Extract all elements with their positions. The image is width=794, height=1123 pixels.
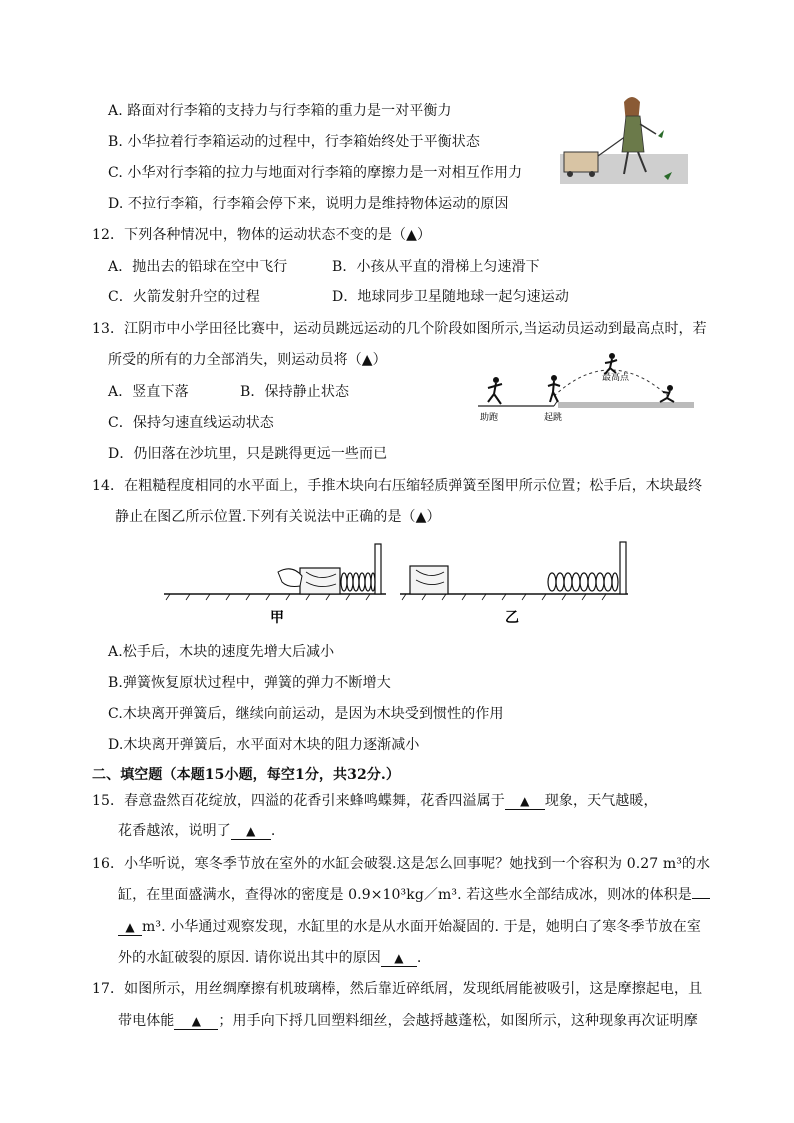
long-jump-diagram	[474, 350, 696, 426]
q16-text-d: .	[416, 950, 422, 966]
q12-option-d: D．地球同步卫星随地球一起匀速运动	[332, 289, 569, 305]
q16-line2	[118, 886, 710, 904]
q17-line2	[118, 1012, 698, 1030]
q14-option-c: C.木块离开弹簧后，继续向前运动，是因为木块受到惯性的作用	[108, 706, 504, 722]
q14-option-b: B.弹簧恢复原状过程中，弹簧的弹力不断增大	[108, 675, 391, 691]
q15-text-d: .	[270, 823, 276, 839]
q15-text-a: 15．春意盎然百花绽放，四溢的花香引来蜂鸣蝶舞，花香四溢属于	[92, 793, 505, 809]
q16-blank-1-start[interactable]	[692, 898, 710, 899]
q15-blank-1[interactable]	[505, 793, 545, 810]
q17-blank-1[interactable]	[174, 1013, 218, 1030]
q16-text-b: m³. 小华通过观察发现，水缸里的水是从水面开始凝固的. 于是，她明白了寒冬季节放在室	[142, 919, 701, 935]
answer-placeholder: ▲	[125, 920, 135, 934]
label-run-up: 助跑	[480, 413, 499, 423]
q14-option-d: D.木块离开弹簧后，水平面对木块的阻力逐渐减小	[108, 737, 420, 753]
q16-line4	[118, 949, 421, 967]
q16-line3	[118, 918, 701, 936]
q13-stem-line2: 所受的所有的力全部消失，则运动员将（▲）	[108, 352, 387, 368]
q11-option-c: C. 小华对行李箱的拉力与地面对行李箱的摩擦力是一对相互作用力	[108, 165, 523, 181]
q15-line1	[92, 792, 658, 810]
answer-placeholder: ▲	[520, 794, 530, 808]
q11-option-a: A. 路面对行李箱的支持力与行李箱的重力是一对平衡力	[108, 103, 452, 119]
q15-text-b: 现象，天气越暖，	[544, 793, 658, 809]
q13-option-c: C．保持匀速直线运动状态	[108, 415, 274, 431]
q17-text-b: ；用手向下捋几回塑料细丝，会越捋越蓬松，如图所示，这种现象再次证明摩	[218, 1013, 698, 1029]
q17-line1: 17．如图所示，用丝绸摩擦有机玻璃棒，然后靠近碎纸屑，发现纸屑能被吸引，这是摩擦起电，且	[92, 981, 703, 997]
q13-option-d: D．仍旧落在沙坑里，只是跳得更远一些而已	[108, 446, 388, 462]
q15-line2	[118, 822, 275, 840]
q12-option-a: A．抛出去的铅球在空中飞行	[108, 259, 288, 275]
q12-option-c: C．火箭发射升空的过程	[108, 289, 260, 305]
answer-placeholder: ▲	[246, 824, 256, 838]
answer-placeholder: ▲	[191, 1014, 202, 1028]
q13-option-a: A．竖直下落	[108, 384, 189, 400]
q16-text-c: 外的水缸破裂的原因. 请你说出其中的原因	[118, 950, 381, 966]
label-take-off: 起跳	[544, 413, 563, 423]
q11-option-b: B. 小华拉着行李箱运动的过程中，行李箱始终处于平衡状态	[108, 134, 480, 150]
q16-text-a: 缸，在里面盛满水，查得冰的密度是 0.9×10³kg／m³. 若这些水全部结成冰，则冰的体积是	[118, 887, 692, 903]
q15-blank-2[interactable]	[231, 823, 271, 840]
label-yi: 乙	[505, 610, 519, 626]
q13-option-b: B．保持静止状态	[240, 384, 350, 400]
label-highest-point: 最高点	[602, 373, 630, 383]
answer-placeholder: ▲	[394, 951, 404, 965]
spring-block-diagram	[160, 538, 638, 630]
girl-pulling-luggage-illustration	[560, 94, 688, 186]
q16-blank-2[interactable]	[381, 950, 417, 967]
q16-blank-1[interactable]	[118, 919, 142, 936]
q11-option-d: D. 不拉行李箱，行李箱会停下来，说明力是维持物体运动的原因	[108, 196, 509, 212]
q13-stem-line1: 13．江阴市中小学田径比赛中，运动员跳远运动的几个阶段如图所示,当运动员运动到最高点时，若	[92, 321, 707, 337]
q12-option-b: B．小孩从平直的滑梯上匀速滑下	[332, 259, 540, 275]
section-fill-in-title: 二、填空题（本题15小题，每空1分，共32分.）	[92, 767, 400, 783]
q16-line1: 16．小华听说，寒冬季节放在室外的水缸会破裂.这是怎么回事呢？她找到一个容积为 0.27 m³的水	[92, 856, 711, 872]
label-jia: 甲	[270, 610, 284, 626]
q14-stem-line1: 14．在粗糙程度相同的水平面上，手推木块向右压缩轻质弹簧至图甲所示位置；松手后，木块最终	[92, 478, 703, 494]
q12-stem: 12．下列各种情况中，物体的运动状态不变的是（▲）	[92, 227, 432, 243]
q14-option-a: A.松手后，木块的速度先增大后减小	[108, 644, 335, 660]
q15-text-c: 花香越浓，说明了	[118, 823, 231, 839]
q17-text-a: 带电体能	[118, 1013, 175, 1029]
q14-stem-line2: 静止在图乙所示位置.下列有关说法中正确的是（▲）	[115, 509, 441, 525]
